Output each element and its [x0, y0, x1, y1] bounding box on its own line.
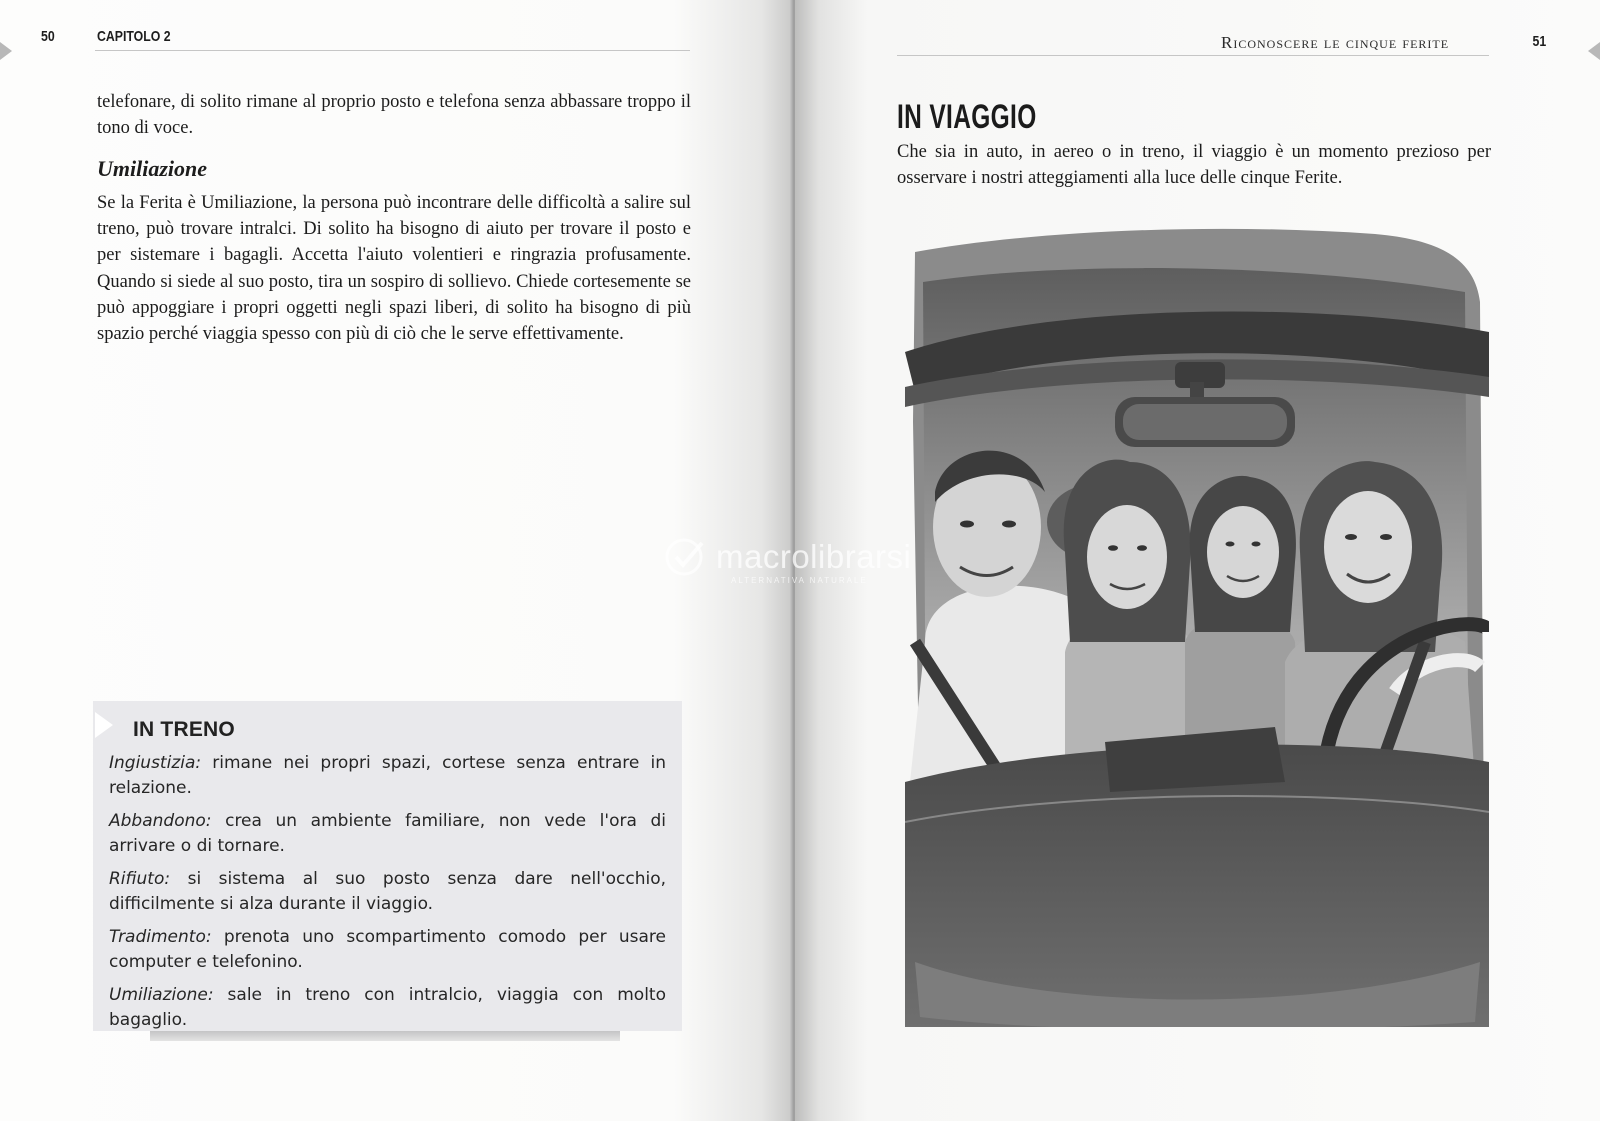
entry-text: prenota uno scompartimento comodo per usare computer e telefonino.	[109, 927, 666, 972]
entry-text: sale in treno con intralcio, viaggia con molto bagaglio.	[109, 985, 666, 1030]
intro-paragraph	[97, 89, 691, 141]
box-arrow-icon	[95, 712, 113, 738]
box-entry-ingiustizia	[109, 751, 666, 800]
running-head: CAPITOLO 2	[97, 28, 171, 45]
section-title: IN VIAGGIO	[897, 98, 1037, 136]
daughter-figure	[1064, 460, 1200, 782]
umiliazione-paragraph-text: Se la Ferita è Umiliazione, la persona può incontrare delle difficoltà a salire sul treno, può trovare intralci. Di solito ha bisogno di aiuto per trovare il posto e per sistemare i bagagli. Accetta l'aiuto volentieri e ringrazia profusamente. Quando si siede al suo posto, tira un sospiro di sollievo. Chiede cortesemente se può appoggiare i propri oggetti negli spazi liberi, di solito ha bisogno di più spazio perché viaggia spesso con più di ciò che le serve effettivamente.	[97, 193, 691, 345]
entry-text: si sistema al suo posto senza dare nell'occhio, difficilmente si alza durante il viaggio.	[109, 869, 666, 914]
entry-text: rimane nei propri spazi, cortese senza entrare in relazione.	[109, 753, 666, 798]
header-rule-right	[897, 55, 1489, 56]
box-entry-tradimento	[109, 925, 666, 974]
entry-term: Umiliazione:	[109, 985, 214, 1005]
section-paragraph-text: Che sia in auto, in aereo o in treno, il viaggio è un momento prezioso per osservare i nostri atteggiamenti alla luce delle cinque Ferite.	[897, 142, 1491, 189]
box-entries	[109, 751, 666, 1041]
box-entry-rifiuto	[109, 867, 666, 916]
page-edge-marker-left	[0, 42, 12, 60]
page-edge-marker-right	[1588, 42, 1600, 60]
section-paragraph	[897, 139, 1491, 191]
umiliazione-paragraph	[97, 190, 691, 347]
box-entry-umiliazione	[109, 983, 666, 1032]
intro-paragraph-text: telefonare, di solito rimane al proprio posto e telefona senza abbassare troppo il tono di voce.	[97, 92, 691, 139]
entry-text: crea un ambiente familiare, non vede l'ora di arrivare o di tornare.	[109, 811, 666, 856]
entry-term: Rifiuto:	[109, 869, 171, 889]
box-entry-abbandono	[109, 809, 666, 858]
header-rule-left	[95, 50, 690, 51]
entry-term: Abbandono:	[109, 811, 212, 831]
subheading-umiliazione: Umiliazione	[97, 156, 208, 181]
macrolibrarsi-logo-icon	[664, 537, 708, 577]
page-number-left: 50	[41, 28, 55, 45]
entry-term: Ingiustizia:	[109, 753, 202, 773]
box-title: IN TRENO	[133, 718, 235, 741]
car-family-illustration	[905, 222, 1489, 1027]
watermark-brand: macrolibrarsi	[716, 538, 912, 575]
page-number-right: 51	[1532, 33, 1547, 50]
watermark-tagline: ALTERNATIVA NATURALE	[731, 576, 868, 585]
chapter-title: Riconoscere le cinque ferite	[1221, 33, 1450, 52]
entry-term: Tradimento:	[109, 927, 212, 947]
